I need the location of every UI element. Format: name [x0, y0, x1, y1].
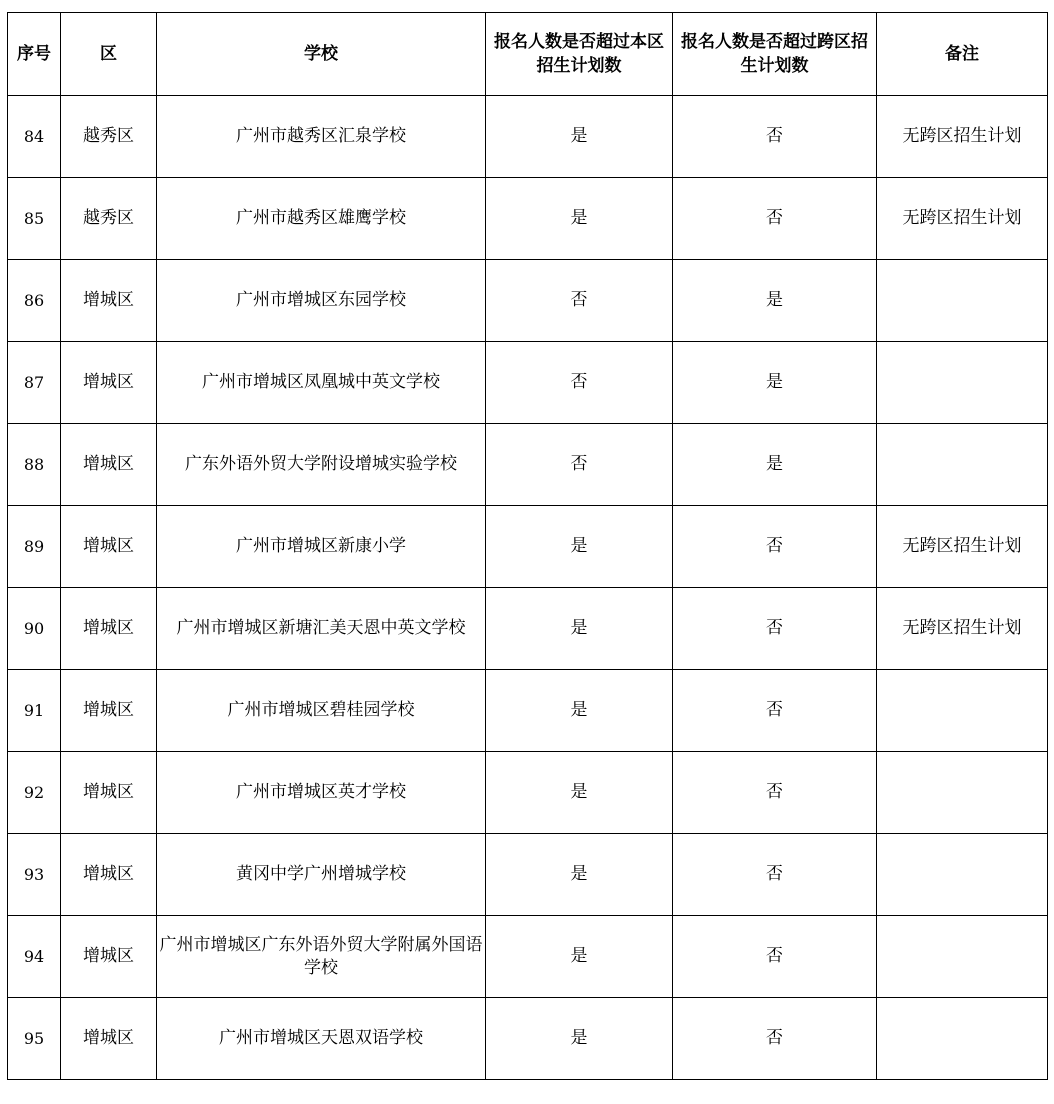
table-row	[8, 752, 1048, 834]
header-exceeds-cross-district-quota: 报名人数是否超过跨区招生计划数	[673, 13, 877, 96]
cell-remarks	[877, 998, 1048, 1080]
table-row	[8, 342, 1048, 424]
cell-school: 广州市增城区天恩双语学校	[157, 998, 486, 1080]
header-seq: 序号	[8, 13, 61, 96]
table-row	[8, 588, 1048, 670]
table-row	[8, 834, 1048, 916]
cell-district: 增城区	[61, 670, 157, 752]
cell-exceeds-local-quota: 是	[486, 178, 673, 260]
cell-district: 增城区	[61, 424, 157, 506]
cell-exceeds-cross-district-quota: 否	[673, 670, 877, 752]
cell-school: 广州市增城区新塘汇美天恩中英文学校	[157, 588, 486, 670]
cell-exceeds-local-quota: 否	[486, 260, 673, 342]
header-school: 学校	[157, 13, 486, 96]
table-row	[8, 998, 1048, 1080]
cell-exceeds-local-quota: 是	[486, 916, 673, 998]
cell-exceeds-local-quota: 是	[486, 670, 673, 752]
cell-district: 增城区	[61, 916, 157, 998]
cell-district: 增城区	[61, 342, 157, 424]
cell-remarks	[877, 424, 1048, 506]
cell-exceeds-local-quota: 是	[486, 588, 673, 670]
cell-seq: 94	[8, 916, 61, 998]
cell-exceeds-local-quota: 是	[486, 998, 673, 1080]
cell-seq: 85	[8, 178, 61, 260]
header-exceeds-local-quota: 报名人数是否超过本区招生计划数	[486, 13, 673, 96]
cell-exceeds-cross-district-quota: 否	[673, 178, 877, 260]
cell-school: 黄冈中学广州增城学校	[157, 834, 486, 916]
cell-school: 广州市增城区广东外语外贸大学附属外国语学校	[157, 916, 486, 998]
cell-district: 增城区	[61, 752, 157, 834]
cell-exceeds-cross-district-quota: 否	[673, 588, 877, 670]
cell-seq: 93	[8, 834, 61, 916]
cell-school: 广东外语外贸大学附设增城实验学校	[157, 424, 486, 506]
cell-exceeds-cross-district-quota: 否	[673, 96, 877, 178]
table-row	[8, 424, 1048, 506]
cell-exceeds-cross-district-quota: 否	[673, 916, 877, 998]
cell-district: 越秀区	[61, 96, 157, 178]
cell-exceeds-local-quota: 是	[486, 96, 673, 178]
table-row	[8, 670, 1048, 752]
cell-remarks: 无跨区招生计划	[877, 588, 1048, 670]
header-district: 区	[61, 13, 157, 96]
header-remarks: 备注	[877, 13, 1048, 96]
cell-district: 增城区	[61, 588, 157, 670]
table-body	[8, 96, 1048, 1080]
cell-seq: 89	[8, 506, 61, 588]
cell-remarks	[877, 670, 1048, 752]
cell-district: 增城区	[61, 506, 157, 588]
cell-school: 广州市越秀区雄鹰学校	[157, 178, 486, 260]
cell-seq: 92	[8, 752, 61, 834]
cell-exceeds-local-quota: 否	[486, 424, 673, 506]
cell-exceeds-cross-district-quota: 是	[673, 424, 877, 506]
cell-seq: 95	[8, 998, 61, 1080]
table-row	[8, 260, 1048, 342]
table-row	[8, 506, 1048, 588]
cell-remarks: 无跨区招生计划	[877, 96, 1048, 178]
cell-seq: 90	[8, 588, 61, 670]
cell-school: 广州市增城区英才学校	[157, 752, 486, 834]
admission-table	[7, 12, 1048, 1080]
cell-district: 增城区	[61, 834, 157, 916]
cell-school: 广州市增城区凤凰城中英文学校	[157, 342, 486, 424]
cell-school: 广州市越秀区汇泉学校	[157, 96, 486, 178]
cell-district: 增城区	[61, 998, 157, 1080]
cell-remarks: 无跨区招生计划	[877, 178, 1048, 260]
cell-seq: 84	[8, 96, 61, 178]
cell-remarks: 无跨区招生计划	[877, 506, 1048, 588]
cell-remarks	[877, 834, 1048, 916]
cell-exceeds-local-quota: 是	[486, 506, 673, 588]
cell-exceeds-cross-district-quota: 是	[673, 260, 877, 342]
cell-school: 广州市增城区碧桂园学校	[157, 670, 486, 752]
cell-remarks	[877, 752, 1048, 834]
cell-seq: 88	[8, 424, 61, 506]
cell-seq: 87	[8, 342, 61, 424]
cell-exceeds-cross-district-quota: 否	[673, 752, 877, 834]
cell-seq: 91	[8, 670, 61, 752]
cell-exceeds-cross-district-quota: 否	[673, 998, 877, 1080]
cell-school: 广州市增城区东园学校	[157, 260, 486, 342]
cell-school: 广州市增城区新康小学	[157, 506, 486, 588]
cell-exceeds-local-quota: 是	[486, 834, 673, 916]
cell-exceeds-cross-district-quota: 否	[673, 834, 877, 916]
cell-district: 越秀区	[61, 178, 157, 260]
table-row	[8, 96, 1048, 178]
cell-remarks	[877, 260, 1048, 342]
cell-exceeds-cross-district-quota: 否	[673, 506, 877, 588]
table-row	[8, 178, 1048, 260]
cell-exceeds-cross-district-quota: 是	[673, 342, 877, 424]
cell-exceeds-local-quota: 是	[486, 752, 673, 834]
cell-district: 增城区	[61, 260, 157, 342]
cell-remarks	[877, 916, 1048, 998]
cell-remarks	[877, 342, 1048, 424]
cell-seq: 86	[8, 260, 61, 342]
table-header-row	[8, 13, 1048, 96]
table-row	[8, 916, 1048, 998]
cell-exceeds-local-quota: 否	[486, 342, 673, 424]
